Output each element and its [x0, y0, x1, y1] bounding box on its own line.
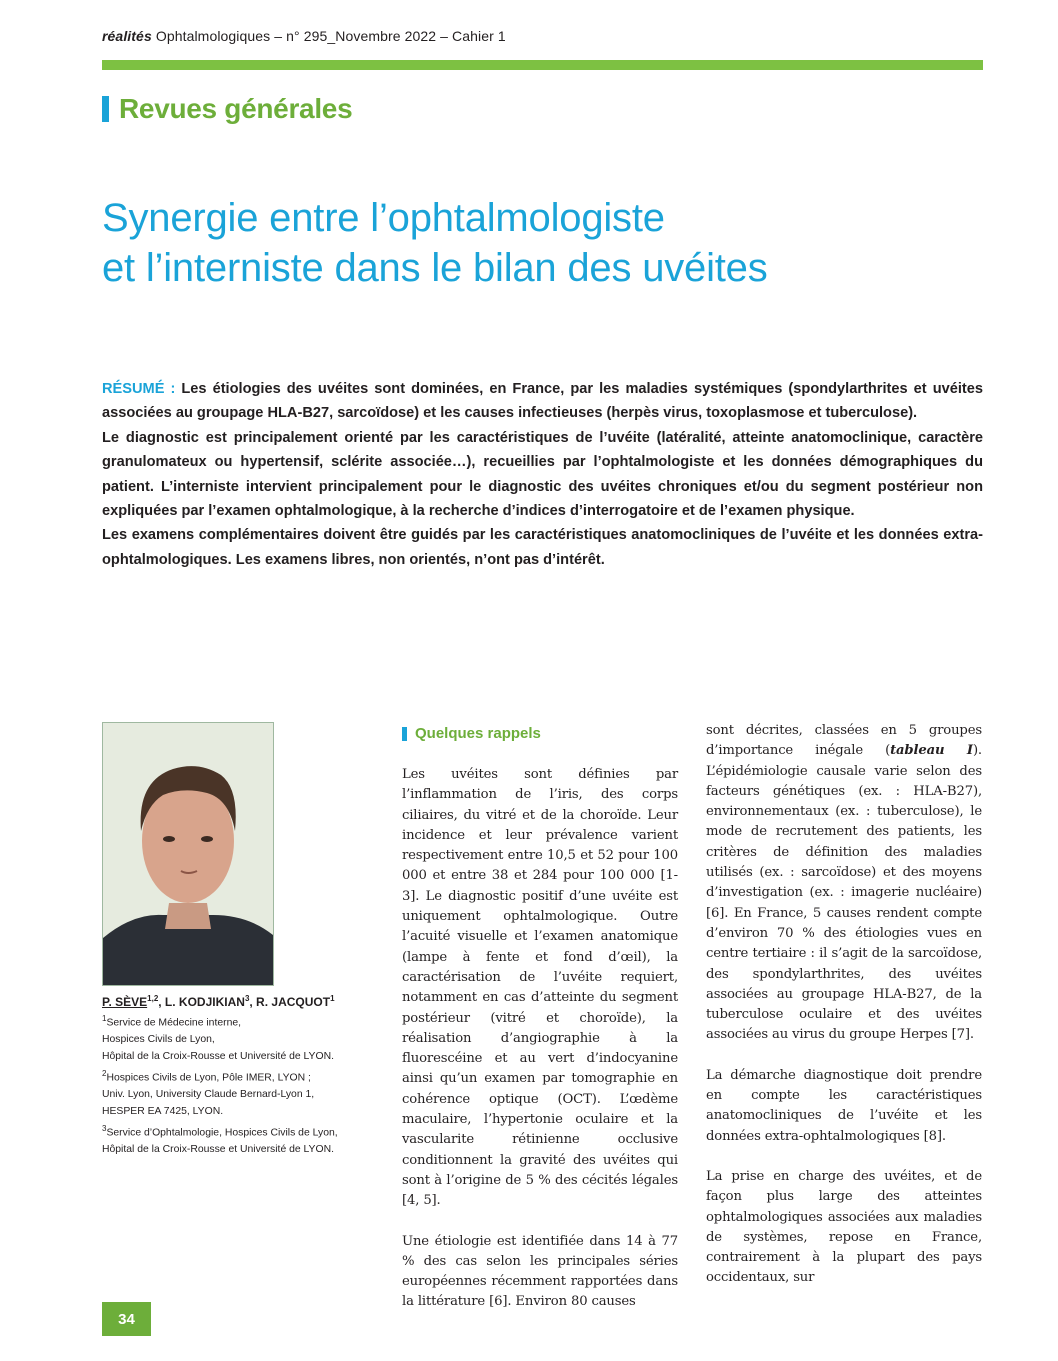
column-heading: [402, 725, 541, 742]
abstract-label: RÉSUMÉ :: [102, 381, 176, 397]
column-heading-marker: [402, 727, 407, 741]
running-header: [102, 28, 506, 44]
title-line-1: Synergie entre l’ophtalmologiste: [102, 196, 665, 240]
journal-brand: réalités: [102, 28, 152, 44]
title-line-2: et l’interniste dans le bilan des uvéites: [102, 246, 768, 290]
affiliation-1-line-3: Hôpital de la Croix-Rousse et Université de LYON.: [102, 1051, 334, 1063]
body-paragraph: Les uvéites sont définies par l’inflammation de l’iris, des corps ciliaires, du vitré et de la choroïde. Leur incidence et leur prévalence varient respectivement entre 10,5 et 52 pour 100 000 et entre 38 et 284 pour 100 000 [1-3]. Le diagnostic positif d’une uvéite est uniquement ophtalmologique. Outre l’acuité visuelle et l’examen anatomique (lampe à fente et fond d’œil), la caractérisation de l’uvéite requiert, notamment en cas d’atteinte du segment postérieur (vitré et choroïde), la réalisation d’angiographie à la fluorescéine et au vert d’indocyanine ainsi qu’un examen par tomographie en cohérence optique (OCT). L’œdème maculaire, l’hypertonie oculaire et la vascularite rétinienne occlusive conditionnent la gravité des uvéites qui sont à l’origine de 5 % des cécités légales [4, 5].: [402, 767, 678, 1209]
body-text: ). L’épidémiologie causale varie selon des facteurs génétiques (ex. : HLA-B27), environnementaux (ex. : tuberculose), le mode de recrutement des patients, les critères de définition des maladies utilisés (ex. : sarcoïdose) et des moyens d’investigation (ex. : imagerie nucléaire) [6]. En France, 5 causes rendent compte d’environ 70 % des étiologies vues en centre tertiaire : il s’agit de la sarcoïdose, des spondylarthrites, des uvéites associées au groupage HLA-B27, de la tuberculose oculaire et des uvéites associées au virus du groupe Herpes [7].: [706, 743, 982, 1043]
author-1: P. SÈVE: [102, 995, 148, 1009]
section-heading: [102, 93, 352, 125]
affiliation-1: [102, 1011, 392, 1032]
affiliation-2-number: 2: [102, 1068, 107, 1078]
abstract-paragraph-2: Le diagnostic est principalement orienté par les caractéristiques de l’uvéite (latéralité, atteinte anatomoclinique, caractère granulomateux ou hypertensif, sclérite associée…), recueillies par l’ophtalmologiste et les données démographiques du patient. L’interniste intervient principalement pour le diagnostic des uvéites chroniques et/ou du segment postérieur non expliquées par l’examen ophtalmologique, à la recherche d’indices d’interrogatoire et de l’examen physique.: [102, 429, 983, 520]
body-paragraph: Une étiologie est identifiée dans 14 à 77 % des cas selon les principales séries européennes récemment rapportées dans la littérature [6]. Environ 80 causes: [402, 1233, 678, 1310]
author-photo: [102, 722, 274, 986]
header-rule: [102, 60, 983, 70]
affiliation-3-line-1: Service d’Ophtalmologie, Hospices Civils de Lyon,: [106, 1127, 338, 1139]
section-label: Revues générales: [119, 93, 353, 124]
abstract-paragraph-3: Les examens complémentaires doivent être guidés par les caractéristiques anatomocliniques de l’uvéite et les données extra-ophtalmologiques. Les examens libres, non orientés, n’ont pas d’intérêt.: [102, 527, 983, 568]
body-text: sont décrites, classées en 5 groupes d’importance inégale (: [706, 723, 982, 759]
affiliation-3: [102, 1121, 392, 1142]
affiliation-1-line-2: Hospices Civils de Lyon,: [102, 1034, 215, 1046]
table-reference: tableau I: [890, 743, 973, 759]
abstract: [102, 377, 983, 572]
abstract-paragraph-1: [102, 377, 983, 426]
article-title: [102, 193, 982, 293]
affiliation-2: [102, 1066, 392, 1087]
affiliation-3-line-2: Hôpital de la Croix-Rousse et Université de LYON.: [102, 1143, 334, 1155]
affiliation-1-line-1: Service de Médecine interne,: [106, 1017, 242, 1029]
section-marker: [102, 96, 109, 122]
affiliation-1-number: 1: [102, 1014, 107, 1023]
issue-info: Ophtalmologiques – n° 295_Novembre 2022 – Cahier 1: [151, 28, 506, 44]
author-3: , R. JACQUOT: [249, 995, 331, 1009]
body-paragraph: La démarche diagnostique doit prendre en compte les caractéristiques anatomocliniques de l’uvéite et les données extra-ophtalmologiques [8].: [706, 1067, 982, 1144]
author-2: , L. KODJIKIAN: [158, 995, 245, 1009]
body-paragraph: La prise en charge des uvéites, et de façon plus large des atteintes ophtalmologiques associées aux maladies de systèmes, repose en France, contrairement à la plupart des pays occidentaux, sur: [706, 1168, 982, 1286]
affiliation-2-line-3: HESPER EA 7425, LYON.: [102, 1105, 224, 1117]
page-number: 34: [102, 1302, 151, 1336]
author-3-affil: 1: [330, 994, 335, 1003]
affiliation-3-number: 3: [102, 1123, 107, 1133]
author-portrait: [103, 723, 273, 985]
abstract-text-1: Les étiologies des uvéites sont dominées, en France, par les maladies systémiques (spondylarthrites et uvéites associées au groupage HLA-B27, sarcoïdose) et les causes infectieuses (herpès virus, toxoplasmose et tuberculose).: [102, 381, 983, 422]
column-heading-text: Quelques rappels: [415, 725, 541, 742]
body-column-1: [402, 765, 678, 1333]
author-block: [102, 994, 392, 1159]
body-paragraph: [706, 721, 982, 1046]
body-column-2: [706, 721, 982, 1309]
affiliation-2-line-2: Univ. Lyon, University Claude Bernard-Lyon 1,: [102, 1089, 315, 1101]
author-names: [102, 994, 392, 1009]
author-2-affil: 3: [244, 994, 250, 1003]
author-1-affil: 1,2: [147, 994, 159, 1003]
affiliations: [102, 1011, 392, 1159]
affiliation-2-line-1: Hospices Civils de Lyon, Pôle IMER, LYON ;: [106, 1072, 311, 1084]
